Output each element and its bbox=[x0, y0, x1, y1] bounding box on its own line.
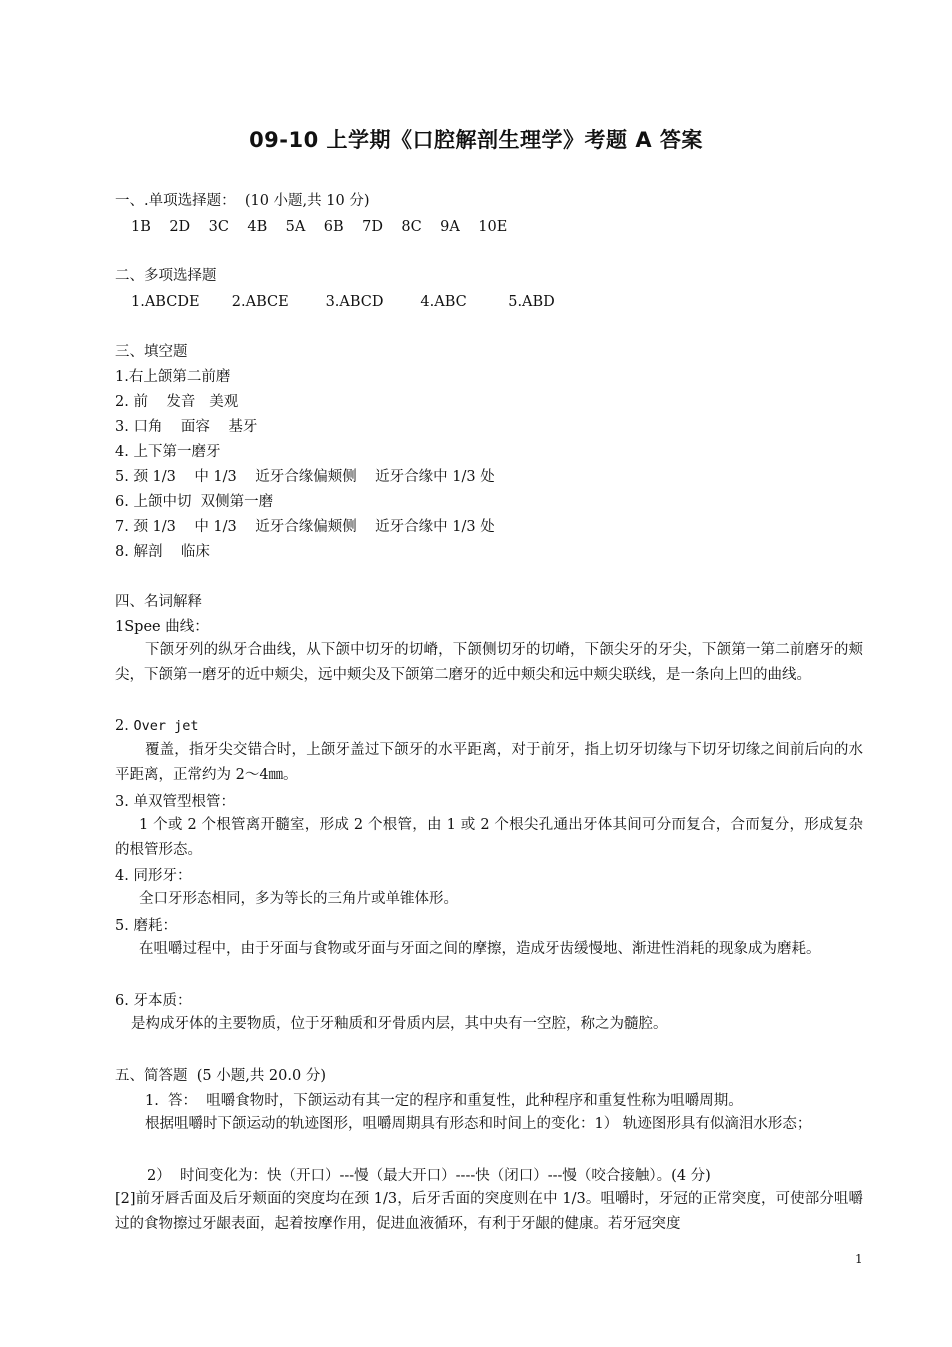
section-2-answers: 1.ABCDE 2.ABCE 3.ABCD 4.ABC 5.ABD bbox=[131, 294, 555, 310]
fill-item: 6. 上颌中切 双侧第一磨 bbox=[115, 494, 274, 510]
term-title: 3. 单双管型根管： bbox=[115, 794, 235, 810]
answer-line: 1. 答： 咀嚼食物时，下颌运动有其一定的程序和重复性，此种程序和重复性称为咀嚼周期。 bbox=[145, 1093, 743, 1109]
term-definition: 覆盖，指牙尖交错合时，上颌牙盖过下颌牙的水平距离，对于前牙，指上切牙切缘与下切牙切缘之间前后向的水平距离，正常约为 2～4㎜。 bbox=[115, 742, 863, 783]
fill-item: 1.右上颌第二前磨 bbox=[115, 369, 231, 385]
term-title bbox=[115, 716, 198, 736]
section-1-answers: 1B 2D 3C 4B 5A 6B 7D 8C 9A 10E bbox=[131, 219, 508, 235]
answer-line: 2） 时间变化为：快（开口）---慢（最大开口）----快（闭口）---慢（咬合接触）。(4 分) bbox=[147, 1168, 711, 1184]
term-title: 1Spee 曲线： bbox=[115, 619, 209, 635]
fill-item: 8. 解剖 临床 bbox=[115, 544, 210, 560]
fill-item: 7. 颈 1/3 中 1/3 近牙合缘偏颊侧 近牙合缘中 1/3 处 bbox=[115, 519, 495, 535]
section-4-heading: 四、名词解释 bbox=[115, 594, 202, 610]
answer-paragraph: [2]前牙唇舌面及后牙颊面的突度均在颈 1/3，后牙舌面的突度则在中 1/3。咀嚼时，牙冠的正常突度，可使部分咀嚼过的食物擦过牙龈表面，起着按摩作用，促进血液循环，有利于牙龈的健康。若牙冠突度 bbox=[115, 1191, 863, 1232]
fill-item: 5. 颈 1/3 中 1/3 近牙合缘偏颊侧 近牙合缘中 1/3 处 bbox=[115, 469, 495, 485]
page-title: 09-10 上学期《口腔解剖生理学》考题 A 答案 bbox=[249, 128, 703, 152]
term-definition: 在咀嚼过程中，由于牙面与食物或牙面与牙面之间的摩擦，造成牙齿缓慢地、渐进性消耗的现象成为磨耗。 bbox=[139, 941, 821, 957]
term-title: 5. 磨耗： bbox=[115, 918, 177, 934]
fill-item: 2. 前 发音 美观 bbox=[115, 394, 239, 410]
term-number: 2. bbox=[115, 718, 134, 734]
answer-paragraph: 根据咀嚼时下颌运动的轨迹图形，咀嚼周期具有形态和时间上的变化：1） 轨迹图形具有似滴泪水形态； bbox=[145, 1116, 812, 1132]
term-definition: 下颌牙列的纵牙合曲线，从下颌中切牙的切嵴，下颌侧切牙的切嵴，下颌尖牙的牙尖，下颌第一第二前磨牙的颊尖，下颌第一磨牙的近中颊尖，远中颊尖及下颌第二磨牙的近中颊尖和远中颊尖联线，是一条向上凹的曲线。 bbox=[115, 642, 863, 683]
section-1-heading: 一、.单项选择题： (10 小题,共 10 分) bbox=[115, 193, 370, 209]
fill-item: 3. 口角 面容 基牙 bbox=[115, 419, 258, 435]
term-definition: 全口牙形态相同，多为等长的三角片或单锥体形。 bbox=[139, 891, 458, 907]
section-3-heading: 三、填空题 bbox=[115, 344, 188, 360]
section-5-heading: 五、简答题 (5 小题,共 20.0 分) bbox=[115, 1068, 326, 1084]
term-title: 4. 同形牙： bbox=[115, 868, 192, 884]
term-definition: 1 个或 2 个根管离开髓室，形成 2 个根管，由 1 或 2 个根尖孔通出牙体其间可分而复合，合而复分，形成复杂的根管形态。 bbox=[115, 817, 863, 858]
fill-item: 4. 上下第一磨牙 bbox=[115, 444, 221, 460]
page-number: 1 bbox=[855, 1252, 863, 1266]
term-definition: 是构成牙体的主要物质，位于牙釉质和牙骨质内层，其中央有一空腔，称之为髓腔。 bbox=[131, 1016, 668, 1032]
term-title: 6. 牙本质： bbox=[115, 993, 192, 1009]
section-2-heading: 二、多项选择题 bbox=[115, 268, 217, 284]
term-word: Over jet bbox=[133, 718, 199, 734]
